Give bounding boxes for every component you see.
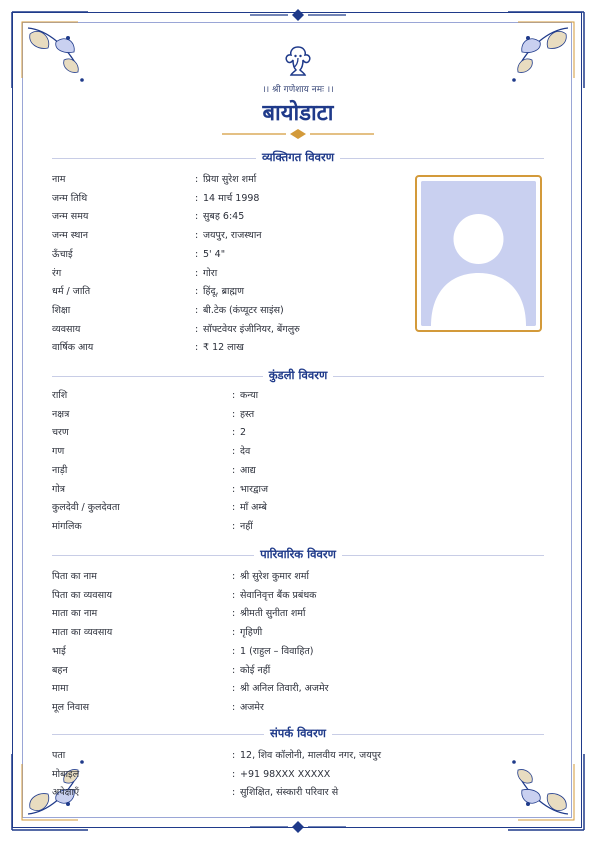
detail-label: कुलदेवी / कुलदेवता xyxy=(52,502,120,514)
detail-label: जन्म समय xyxy=(52,211,89,223)
detail-label: जन्म स्थान xyxy=(52,230,89,242)
detail-label: मूल निवास xyxy=(52,701,90,713)
detail-value: जयपुर, राजस्थान xyxy=(203,230,262,242)
detail-value: नहीं xyxy=(240,520,253,532)
detail-label: व्यवसाय xyxy=(52,323,81,335)
detail-row xyxy=(52,190,472,208)
detail-colon: : xyxy=(195,286,199,298)
person-placeholder-icon xyxy=(421,181,536,326)
detail-row xyxy=(52,784,472,802)
detail-label: ऊँचाई xyxy=(52,248,73,260)
detail-label: शिक्षा xyxy=(52,304,71,316)
detail-label: पता xyxy=(52,750,66,761)
detail-label: पिता का व्यवसाय xyxy=(52,589,112,601)
detail-row xyxy=(52,518,472,536)
detail-row xyxy=(52,624,472,642)
detail-colon: : xyxy=(232,750,236,761)
section-heading-family xyxy=(52,547,544,563)
detail-label: मामा xyxy=(52,683,69,695)
detail-row xyxy=(52,265,472,283)
detail-colon: : xyxy=(232,589,236,601)
detail-value: आद्य xyxy=(240,464,256,476)
detail-row xyxy=(52,171,472,189)
detail-value: हिंदू, ब्राह्मण xyxy=(203,286,244,298)
detail-colon: : xyxy=(232,446,236,458)
detail-value: बी.टेक (कंप्यूटर साइंस) xyxy=(203,304,284,316)
detail-colon: : xyxy=(195,323,199,335)
detail-label: मोबाइल xyxy=(52,768,80,780)
detail-colon: : xyxy=(232,483,236,495)
detail-value: सुशिक्षित, संस्कारी परिवार से xyxy=(240,787,339,799)
detail-value: प्रिया सुरेश शर्मा xyxy=(203,174,257,185)
section-heading-label: पारिवारिक विवरण xyxy=(254,547,342,561)
detail-value: कोई नहीं xyxy=(240,664,271,676)
detail-colon: : xyxy=(232,627,236,639)
detail-value: हस्त xyxy=(240,408,255,420)
section-heading-label: व्यक्तिगत विवरण xyxy=(256,150,340,164)
detail-colon: : xyxy=(195,174,199,185)
detail-row xyxy=(52,587,472,605)
detail-colon: : xyxy=(232,683,236,695)
detail-value: 2 xyxy=(240,427,247,439)
detail-value: कन्या xyxy=(240,390,259,401)
detail-value: श्री अनिल तिवारी, अजमेर xyxy=(240,683,329,695)
detail-colon: : xyxy=(195,192,199,204)
detail-colon: : xyxy=(232,768,236,780)
detail-row xyxy=(52,481,472,499)
detail-row xyxy=(52,462,472,480)
detail-value: +91 98XXX XXXXX xyxy=(240,768,331,780)
detail-row xyxy=(52,766,472,784)
detail-colon: : xyxy=(232,464,236,476)
detail-row xyxy=(52,246,472,264)
detail-row xyxy=(52,321,472,339)
diamond-divider-icon xyxy=(248,820,348,834)
detail-colon: : xyxy=(232,664,236,676)
detail-colon: : xyxy=(195,342,199,354)
detail-row xyxy=(52,499,472,517)
section-heading-personal xyxy=(52,150,544,166)
detail-colon: : xyxy=(195,230,199,242)
detail-row xyxy=(52,662,472,680)
detail-label: माता का नाम xyxy=(52,608,98,620)
detail-value: 14 मार्च 1998 xyxy=(203,192,260,204)
detail-value: सॉफ्टवेयर इंजीनियर, बेंगलुरु xyxy=(203,323,300,335)
detail-label: भाई xyxy=(52,645,66,657)
detail-label: वार्षिक आय xyxy=(52,342,94,354)
title-divider-icon xyxy=(222,127,374,141)
detail-colon: : xyxy=(195,267,199,279)
detail-value: 1 (राहुल – विवाहित) xyxy=(240,645,314,657)
detail-row xyxy=(52,699,472,717)
detail-colon: : xyxy=(232,502,236,514)
detail-colon: : xyxy=(232,608,236,620)
detail-label: रंग xyxy=(52,267,62,279)
detail-colon: : xyxy=(232,701,236,713)
detail-label: नाड़ी xyxy=(52,464,68,476)
detail-value: देव xyxy=(240,446,251,458)
profile-photo xyxy=(415,175,542,332)
detail-row xyxy=(52,747,472,765)
detail-row xyxy=(52,283,472,301)
detail-row xyxy=(52,387,472,405)
detail-colon: : xyxy=(195,248,199,260)
section-heading-contact xyxy=(52,726,544,742)
detail-row xyxy=(52,605,472,623)
page-title: बायोडाटा xyxy=(262,101,334,126)
detail-label: गोत्र xyxy=(52,483,66,495)
detail-value: भारद्वाज xyxy=(240,483,268,495)
detail-row xyxy=(52,424,472,442)
detail-value: सेवानिवृत्त बैंक प्रबंधक xyxy=(240,589,317,601)
detail-row xyxy=(52,643,472,661)
section-heading-label: संपर्क विवरण xyxy=(264,726,332,740)
detail-label: धर्म / जाति xyxy=(52,286,91,298)
ganesha-icon xyxy=(282,44,314,78)
detail-value: श्री सुरेश कुमार शर्मा xyxy=(240,571,309,582)
section-heading-label: कुंडली विवरण xyxy=(263,368,334,382)
detail-label: माता का व्यवसाय xyxy=(52,627,113,639)
detail-value: माँ अम्बे xyxy=(240,502,267,514)
detail-row xyxy=(52,208,472,226)
detail-label: गण xyxy=(52,446,65,458)
detail-colon: : xyxy=(232,520,236,532)
detail-value: गृहिणी xyxy=(240,627,263,639)
detail-colon: : xyxy=(232,427,236,439)
detail-label: नक्षत्र xyxy=(52,408,70,420)
detail-colon: : xyxy=(232,408,236,420)
detail-colon: : xyxy=(232,390,236,401)
section-heading-kundali xyxy=(52,368,544,384)
detail-colon: : xyxy=(195,304,199,316)
detail-label: राशि xyxy=(52,390,68,401)
detail-value: 5' 4" xyxy=(203,248,226,260)
detail-label: नाम xyxy=(52,174,66,185)
detail-row xyxy=(52,227,472,245)
detail-label: अपेक्षाएँ xyxy=(52,787,80,799)
detail-colon: : xyxy=(232,787,236,799)
detail-label: जन्म तिथि xyxy=(52,192,88,204)
detail-row xyxy=(52,680,472,698)
detail-value: श्रीमती सुनीता शर्मा xyxy=(240,608,306,620)
detail-label: बहन xyxy=(52,664,68,676)
detail-label: पिता का नाम xyxy=(52,571,97,582)
detail-row xyxy=(52,443,472,461)
detail-value: 12, शिव कॉलोनी, मालवीय नगर, जयपुर xyxy=(240,750,382,761)
corner-ornament-icon xyxy=(498,744,588,834)
detail-value: सुबह 6:45 xyxy=(203,211,245,223)
diamond-divider-icon xyxy=(248,8,348,22)
detail-row xyxy=(52,339,472,357)
detail-colon: : xyxy=(232,571,236,582)
detail-label: चरण xyxy=(52,427,69,439)
detail-row xyxy=(52,406,472,424)
detail-colon: : xyxy=(195,211,199,223)
detail-value: गोरा xyxy=(203,267,218,279)
detail-row xyxy=(52,302,472,320)
detail-value: अजमेर xyxy=(240,701,264,713)
detail-colon: : xyxy=(232,645,236,657)
detail-label: मांगलिक xyxy=(52,520,82,532)
detail-value: ₹ 12 लाख xyxy=(203,342,244,354)
mantra-text: ।। श्री गणेशाय नमः ।। xyxy=(262,85,334,95)
detail-row xyxy=(52,568,472,586)
